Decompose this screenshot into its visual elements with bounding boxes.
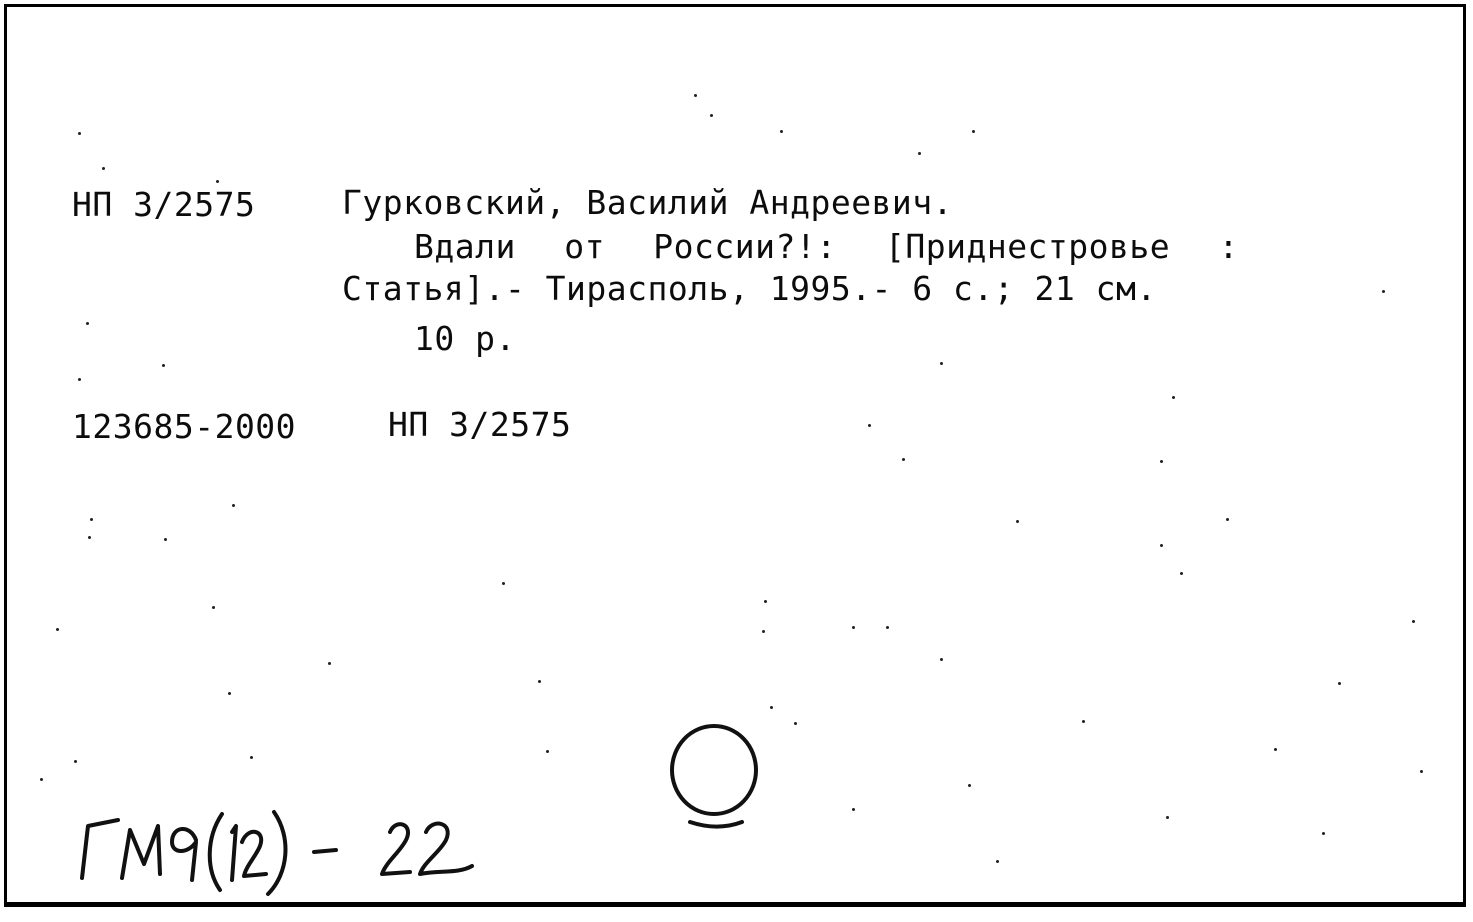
speck <box>228 692 231 695</box>
speck <box>162 364 165 367</box>
speck <box>502 582 505 585</box>
speck <box>538 680 541 683</box>
speck <box>794 722 797 725</box>
title-line-2: Статья].- Тирасполь, 1995.- 6 с.; 21 см. <box>342 269 1157 308</box>
speck <box>868 424 871 427</box>
speck <box>764 600 767 603</box>
speck <box>996 860 999 863</box>
speck <box>164 538 167 541</box>
speck <box>710 114 713 117</box>
speck <box>1412 620 1415 623</box>
speck <box>546 750 549 753</box>
speck <box>78 378 81 381</box>
call-number: НП 3/2575 <box>72 185 256 224</box>
speck <box>212 606 215 609</box>
speck <box>902 458 905 461</box>
speck <box>762 630 765 633</box>
speck <box>918 152 921 155</box>
price: 10 р. <box>414 319 516 358</box>
speck <box>1172 396 1175 399</box>
speck <box>56 628 59 631</box>
speck <box>1420 770 1423 773</box>
speck <box>88 536 91 539</box>
author-heading: Гурковский, Василий Андреевич. <box>342 183 954 222</box>
speck <box>1322 832 1325 835</box>
speck <box>940 658 943 661</box>
speck <box>1382 290 1385 293</box>
circle-mark <box>660 718 770 838</box>
speck <box>968 784 971 787</box>
speck <box>78 132 81 135</box>
accession-call-number: НП 3/2575 <box>388 405 572 444</box>
speck <box>328 662 331 665</box>
speck <box>1160 544 1163 547</box>
speck <box>852 626 855 629</box>
speck <box>1160 460 1163 463</box>
speck <box>1274 748 1277 751</box>
speck <box>886 626 889 629</box>
speck <box>780 130 783 133</box>
speck <box>1338 682 1341 685</box>
speck <box>1082 720 1085 723</box>
accession-number: 123685-2000 <box>72 407 297 446</box>
speck <box>972 130 975 133</box>
speck <box>1166 816 1169 819</box>
speck <box>770 706 773 709</box>
speck <box>940 362 943 365</box>
speck <box>40 778 43 781</box>
speck <box>216 180 219 183</box>
speck <box>232 504 235 507</box>
speck <box>86 322 89 325</box>
title-line-1: Вдали от России?!: [Приднестровье : <box>414 227 1239 266</box>
speck <box>250 756 253 759</box>
speck <box>1226 518 1229 521</box>
speck <box>1180 572 1183 575</box>
speck <box>852 808 855 811</box>
speck <box>694 94 697 97</box>
speck <box>74 760 77 763</box>
speck <box>102 167 105 170</box>
speck <box>90 518 93 521</box>
handwritten-shelfmark <box>60 790 500 900</box>
speck <box>1016 520 1019 523</box>
